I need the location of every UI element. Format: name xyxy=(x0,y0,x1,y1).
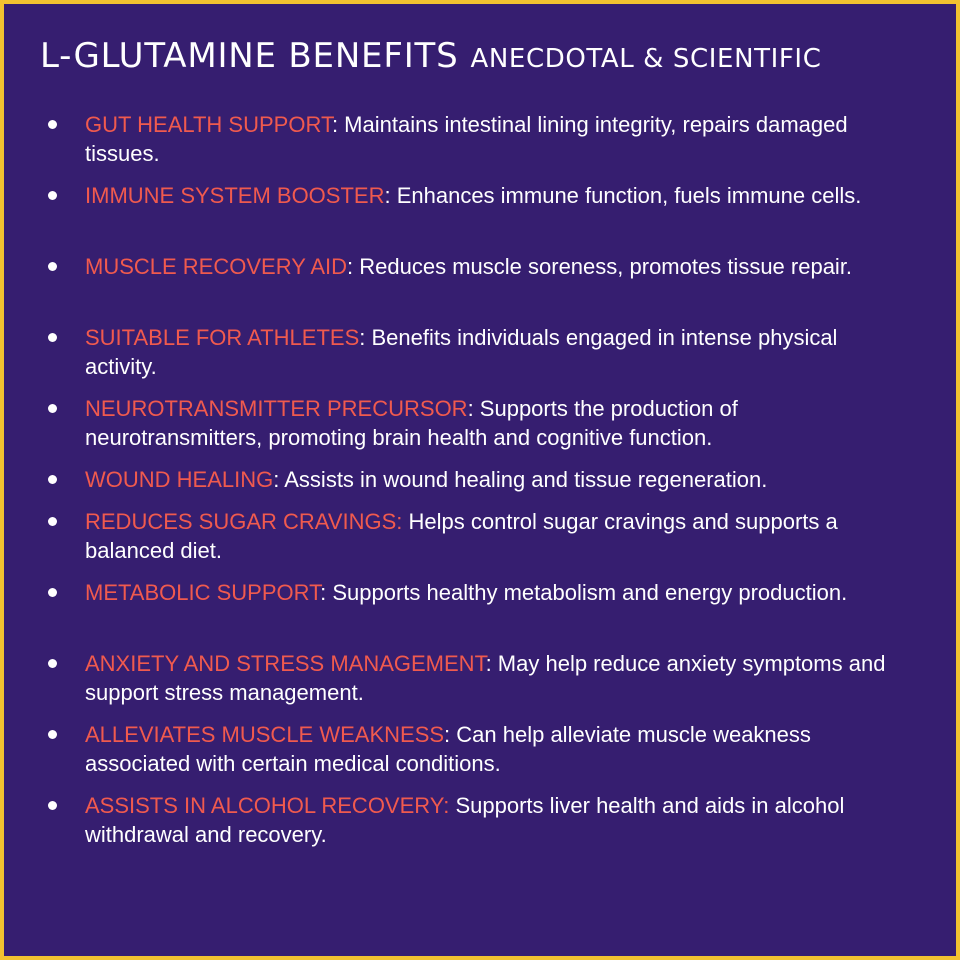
benefit-label: GUT HEALTH SUPPORT xyxy=(85,112,332,137)
bullet-icon xyxy=(48,730,57,739)
title-main: L-GLUTAMINE BENEFITS xyxy=(40,36,459,76)
benefit-label: SUITABLE FOR ATHLETES xyxy=(85,325,360,350)
benefit-text: : Assists in wound healing and tissue regeneration. xyxy=(273,467,768,492)
bullet-icon xyxy=(48,588,57,597)
benefit-label: MUSCLE RECOVERY AID xyxy=(85,254,348,279)
benefit-label: METABOLIC SUPPORT xyxy=(85,580,321,605)
benefit-label: ALLEVIATES MUSCLE WEAKNESS xyxy=(85,722,445,747)
benefit-text: : Supports healthy metabolism and energy production. xyxy=(320,580,848,605)
bullet-icon xyxy=(48,517,57,526)
benefit-text: : Reduces muscle soreness, promotes tissue repair. xyxy=(347,254,853,279)
title-subtitle: ANECDOTAL & SCIENTIFIC xyxy=(470,44,822,74)
benefit-text: : Maintains intestinal lining integrity, repairs damaged tissues. xyxy=(85,112,848,166)
benefit-label: IMMUNE SYSTEM BOOSTER xyxy=(85,183,385,208)
bullet-icon xyxy=(48,333,57,342)
bullet-icon xyxy=(48,120,57,129)
bullet-icon xyxy=(48,191,57,200)
benefit-text: : Benefits individuals engaged in intense physical activity. xyxy=(85,325,838,379)
benefit-label: ASSISTS IN ALCOHOL RECOVERY: xyxy=(85,793,450,818)
benefits-card xyxy=(4,4,956,956)
benefit-text: Helps control sugar cravings and supports a balanced diet. xyxy=(85,509,838,563)
bullet-icon xyxy=(48,475,57,484)
benefit-label: ANXIETY AND STRESS MANAGEMENT xyxy=(85,651,486,676)
bullet-icon xyxy=(48,404,57,413)
benefit-text: Supports liver health and aids in alcohol withdrawal and recovery. xyxy=(85,793,845,847)
bullet-icon xyxy=(48,262,57,271)
benefit-text: : Can help alleviate muscle weakness associated with certain medical conditions. xyxy=(85,722,811,776)
page-title xyxy=(40,36,940,76)
benefit-label: NEUROTRANSMITTER PRECURSOR xyxy=(85,396,468,421)
benefit-label: REDUCES SUGAR CRAVINGS: xyxy=(85,509,403,534)
benefit-text: : May help reduce anxiety symptoms and support stress management. xyxy=(85,651,886,705)
benefit-text: : Enhances immune function, fuels immune cells. xyxy=(384,183,862,208)
benefit-label: WOUND HEALING xyxy=(85,467,274,492)
bullet-icon xyxy=(48,659,57,668)
bullet-icon xyxy=(48,801,57,810)
benefit-text: : Supports the production of neurotransmitters, promoting brain health and cognitive function. xyxy=(85,396,738,450)
